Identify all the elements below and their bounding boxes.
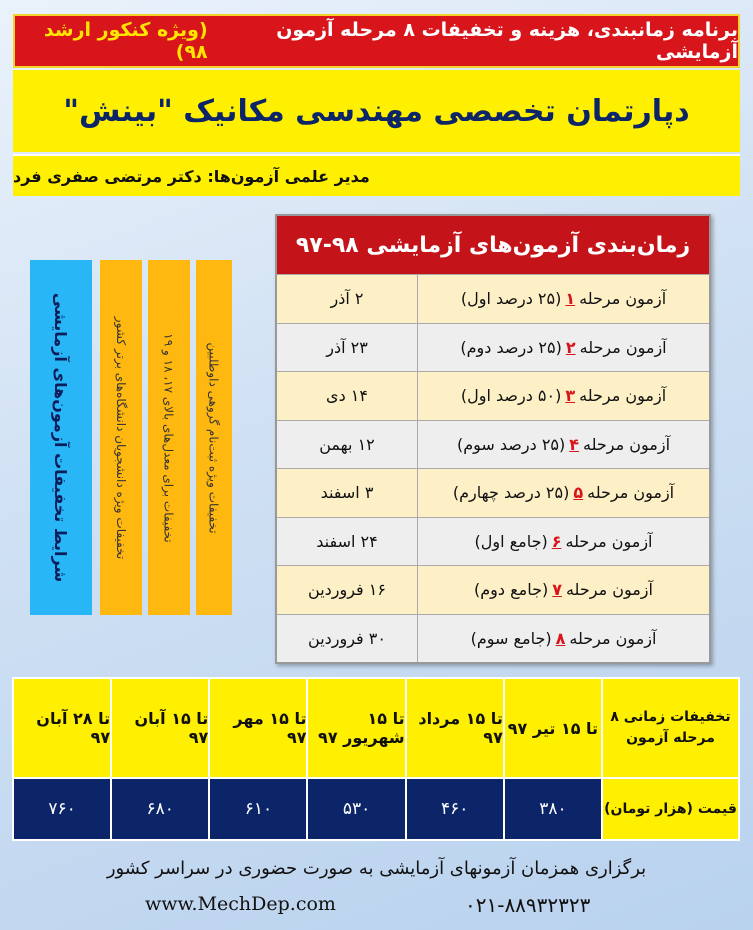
- phone-number: ۰۲۱-۸۸۹۳۲۳۲۳: [465, 893, 591, 917]
- stage-date: ۲ آذر: [330, 289, 364, 309]
- stage-number: ۶: [551, 531, 562, 551]
- condition-bar-2: [148, 260, 190, 615]
- stage-date: ۱۶ فروردین: [308, 580, 386, 600]
- condition-text-1: تخفیفات ویژه دانشجویان دانشگاه‌های برتر کشور: [114, 316, 128, 559]
- title-highlight: (ویژه کنکور ارشد ۹۸): [43, 19, 208, 63]
- stage-prefix: آزمون مرحله: [569, 628, 657, 648]
- discount-date-cell: تا ۱۵ مهر ۹۷: [208, 679, 306, 777]
- stage-date: ۲۳ آذر: [326, 337, 368, 357]
- stage-detail: (۵۰ درصد اول): [460, 386, 562, 406]
- stage-cell: [417, 275, 709, 323]
- discount-price-cell: ۳۸۰: [503, 779, 601, 839]
- conditions-title: شرایط تخفیفات آزمون‌های آزمایشی: [51, 292, 71, 583]
- stage-detail: (جامع سوم): [470, 628, 552, 648]
- stage-cell: [417, 372, 709, 420]
- conditions-title-bar: [30, 260, 92, 615]
- top-title-banner: [13, 14, 740, 68]
- stage-date: ۱۲ بهمن: [319, 434, 375, 454]
- discount-date-cell: تا ۱۵ تیر ۹۷: [503, 679, 601, 777]
- stage-detail: (جامع اول): [474, 531, 548, 551]
- website-link[interactable]: www.MechDep.com: [145, 893, 336, 915]
- schedule-title: زمان‌بندی آزمون‌های آزمایشی ۹۸-۹۷: [277, 216, 709, 274]
- stage-detail: (جامع دوم): [474, 580, 549, 600]
- discount-date-cell: تا ۱۵ آبان ۹۷: [110, 679, 208, 777]
- stage-prefix: آزمون مرحله: [587, 483, 675, 503]
- stage-cell: [417, 324, 709, 372]
- stage-number: ۳: [565, 386, 576, 406]
- schedule-row: [277, 420, 709, 469]
- discount-price-cell: ۷۶۰: [14, 779, 110, 839]
- department-title: دپارتمان تخصصی مهندسی مکانیک "بینش": [63, 93, 690, 129]
- department-banner: [13, 70, 740, 152]
- discount-price-cell: ۶۸۰: [110, 779, 208, 839]
- condition-text-2: تخفیفات برای معدل‌های بالای ۱۷، ۱۸ و ۱۹: [162, 332, 177, 543]
- discount-date-cell: تا ۱۵ شهریور ۹۷: [306, 679, 404, 777]
- schedule-row: [277, 468, 709, 517]
- stage-number: ۱: [565, 289, 576, 309]
- schedule-row: [277, 274, 709, 323]
- condition-bar-3: [196, 260, 232, 615]
- schedule-row: [277, 371, 709, 420]
- stage-detail: (۲۵ درصد اول): [460, 289, 562, 309]
- stage-date: ۲۴ اسفند: [316, 531, 378, 551]
- director-text: مدیر علمی آزمون‌ها: دکتر مرتضی صفری فرد: [13, 166, 370, 186]
- discount-dates-header: تخفیفات زمانی ۸ مرحله آزمون: [601, 679, 738, 777]
- discount-table: [12, 677, 740, 841]
- schedule-row: [277, 517, 709, 566]
- discount-price-cell: ۴۶۰: [405, 779, 503, 839]
- discount-dates-row: [14, 679, 738, 777]
- stage-prefix: آزمون مرحله: [579, 337, 667, 357]
- stage-prefix: آزمون مرحله: [565, 531, 653, 551]
- stage-detail: (۲۵ درصد دوم): [460, 337, 562, 357]
- stage-cell: [417, 566, 709, 614]
- stage-prefix: آزمون مرحله: [565, 580, 653, 600]
- stage-cell: [417, 518, 709, 566]
- stage-detail: (۲۵ درصد چهارم): [452, 483, 570, 503]
- stage-date: ۳۰ فروردین: [308, 628, 386, 648]
- schedule-row: [277, 614, 709, 663]
- stage-number: ۲: [565, 337, 576, 357]
- stage-number: ۸: [555, 628, 566, 648]
- stage-number: ۵: [573, 483, 584, 503]
- discount-prices-row: [14, 777, 738, 839]
- discount-price-header: قیمت (هزار تومان): [601, 779, 738, 839]
- stage-cell: [417, 615, 709, 663]
- schedule-row: [277, 565, 709, 614]
- stage-prefix: آزمون مرحله: [579, 289, 667, 309]
- discount-date-cell: تا ۱۵ مرداد ۹۷: [405, 679, 503, 777]
- stage-prefix: آزمون مرحله: [579, 386, 667, 406]
- stage-cell: [417, 421, 709, 469]
- discount-date-cell: تا ۲۸ آبان ۹۷: [14, 679, 110, 777]
- stage-detail: (۲۵ درصد سوم): [456, 434, 566, 454]
- stage-number: ۷: [552, 580, 562, 600]
- stage-cell: [417, 469, 709, 517]
- director-banner: [13, 154, 740, 196]
- schedule-row: [277, 323, 709, 372]
- stage-date: ۱۴ دی: [326, 386, 368, 406]
- schedule-table: [275, 214, 711, 664]
- stage-date: ۳ اسفند: [320, 483, 374, 503]
- stage-prefix: آزمون مرحله: [583, 434, 671, 454]
- stage-number: ۴: [569, 434, 580, 454]
- footer-text: برگزاری همزمان آزمونهای آزمایشی به صورت حضوری در سراسر کشور: [106, 858, 647, 879]
- title-main: برنامه زمانبندی، هزینه و تخفیفات ۸ مرحله آزمون آزمایشی: [276, 19, 738, 63]
- schedule-rows: [277, 274, 709, 662]
- discount-price-cell: ۵۳۰: [306, 779, 404, 839]
- condition-bar-1: [100, 260, 142, 615]
- discount-price-cell: ۶۱۰: [208, 779, 306, 839]
- condition-text-3: تخفیفات ویژه ثبت‌نام گروهی داوطلبین: [207, 341, 222, 534]
